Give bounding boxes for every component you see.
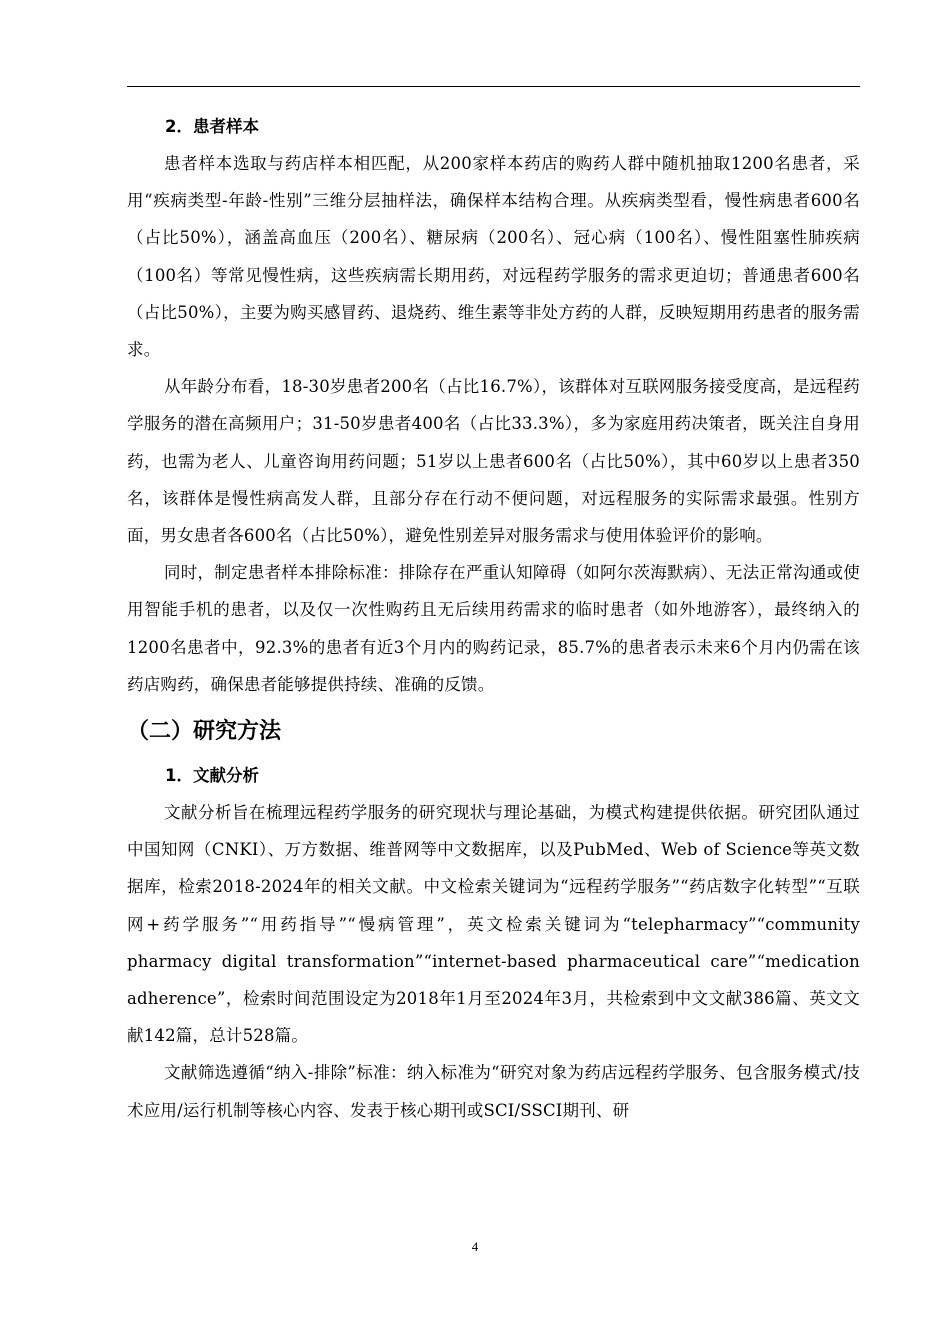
section-heading-patient-sample: 2．患者样本 — [165, 117, 259, 136]
header-rule — [127, 86, 860, 87]
section-heading-literature-analysis: 1．文献分析 — [165, 766, 259, 786]
paragraph: 文献分析旨在梳理远程药学服务的研究现状与理论基础，为模式构建提供依据。研究团队通过中国知网（CNKI）、万方数据、维普网等中文数据库，以及PubMed、Web of Science等英文数据库，检索2018-2024年的相关文献。中文检索关键词为“远程药学服务”“药店数字化转型”“互联网+药学服务”“用药指导”“慢病管理”，英文检索关键词为“telepharmacy”“community pharmacy digital transformation”“internet-based pharmaceutical care”“medication adherence”，检索时间范围设定为2018年1月至2024年3月，共检索到中文文献386篇、英文文献142篇，总计528篇。 — [127, 803, 860, 1046]
paragraph: 同时，制定患者样本排除标准：排除存在严重认知障碍（如阿尔茨海默病）、无法正常沟通或使用智能手机的患者，以及仅一次性购药且无后续用药需求的临时患者（如外地游客），最终纳入的1200名患者中，92.3%的患者有近3个月内的购药记录，85.7%的患者表示未来6个月内仍需在该药店购药，确保患者能够提供持续、准确的反馈。 — [127, 563, 860, 694]
page-number: 4 — [471, 1239, 479, 1254]
section-heading-research-methods: （二）研究方法 — [127, 719, 282, 745]
paragraph: 患者样本选取与药店样本相匹配，从200家样本药店的购药人群中随机抽取1200名患者，采用“疾病类型-年龄-性别”三维分层抽样法，确保样本结构合理。从疾病类型看，慢性病患者600名（占比50%），涵盖高血压（200名）、糖尿病（200名）、冠心病（100名）、慢性阻塞性肺疾病（100名）等常见慢性病，这些疾病需长期用药，对远程药学服务的需求更迫切；普通患者600名（占比50%），主要为购买感冒药、退烧药、维生素等非处方药的人群，反映短期用药患者的服务需求。 — [127, 154, 860, 360]
paragraph: 文献筛选遵循“纳入-排除”标准：纳入标准为“研究对象为药店远程药学服务、包含服务模式/技术应用/运行机制等核心内容、发表于核心期刊或SCI/SSCI期刊、研 — [127, 1063, 860, 1120]
paragraph: 从年龄分布看，18-30岁患者200名（占比16.7%），该群体对互联网服务接受度高，是远程药学服务的潜在高频用户；31-50岁患者400名（占比33.3%），多为家庭用药决策者，既关注自身用药，也需为老人、儿童咨询用药问题；51岁以上患者600名（占比50%），其中60岁以上患者350名，该群体是慢性病高发人群，且部分存在行动不便问题，对远程服务的实际需求最强。性别方面，男女患者各600名（占比50%），避免性别差异对服务需求与使用体验评价的影响。 — [127, 377, 860, 546]
document-body — [127, 108, 860, 1129]
